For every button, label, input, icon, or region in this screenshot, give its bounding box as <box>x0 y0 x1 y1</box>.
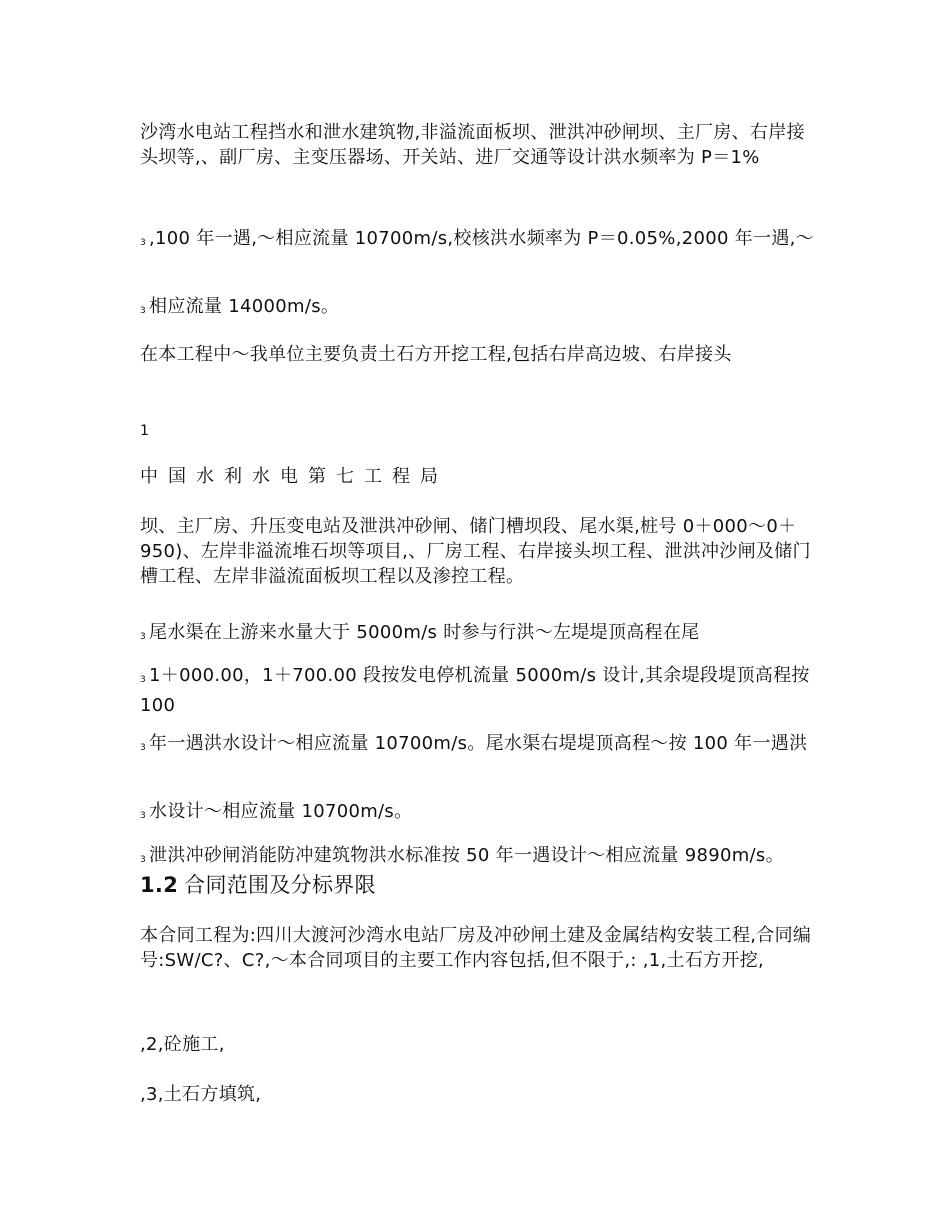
paragraph-text: 年一遇洪水设计～相应流量 10700m/s。尾水渠右堤堤顶高程～按 100 年一遇洪 <box>149 733 808 754</box>
superscript-marker: 3 <box>140 238 147 248</box>
list-item-earthfill: ,3,土石方填筑, <box>140 1084 262 1105</box>
paragraph-check-flow <box>140 294 815 324</box>
paragraph-text: 尾水渠在上游来水量大于 5000m/s 时参与行洪～左堤堤顶高程在尾 <box>149 622 700 643</box>
paragraph-project-items <box>140 514 815 589</box>
paragraph-text: 本合同工程为:四川大渡河沙湾水电站厂房及冲砂闸土建及金属结构安装工程,合同编号:SW/C?、C?,～本合同项目的主要工作内容包括,但不限于,: ,1,土石方开挖, <box>140 925 812 971</box>
superscript-marker: 3 <box>140 675 147 685</box>
paragraph-text: 水设计～相应流量 10700m/s。 <box>149 801 413 822</box>
paragraph-text: 1＋000.00，1＋700.00 段按发电停机流量 5000m/s 设计,其余堤段堤顶高程按 100 <box>140 665 816 716</box>
superscript-marker: 3 <box>140 306 147 316</box>
paragraph-energy-dissipation <box>140 843 815 899</box>
paragraph-contract-scope <box>140 923 815 973</box>
superscript-marker: 3 <box>140 743 147 753</box>
paragraph-text: ,100 年一遇,～相应流量 10700m/s,校核洪水频率为 P＝0.05%,2000 年一遇,～ <box>149 228 814 249</box>
organization-name: 中国水利水电第七工程局 <box>140 466 448 487</box>
paragraph-dyke-elevation <box>140 663 815 718</box>
paragraph-text: 相应流量 14000m/s。 <box>149 296 340 317</box>
paragraph-return-period <box>140 226 815 256</box>
section-title: 合同范围及分标界限 <box>184 873 376 897</box>
list-item-concrete: ,2,砼施工, <box>140 1034 225 1055</box>
paragraph-tailrace <box>140 620 815 650</box>
page-number: 1 <box>140 423 150 439</box>
superscript-marker: 3 <box>140 811 147 821</box>
paragraph-right-dyke <box>140 731 815 761</box>
paragraph-scope-intro <box>140 342 815 367</box>
paragraph-text: 在本工程中～我单位主要负责土石方开挖工程,包括右岸高边坡、右岸接头 <box>140 344 732 365</box>
paragraph-flood-design <box>140 799 815 829</box>
superscript-marker: 3 <box>140 855 147 865</box>
paragraph-text: 坝、主厂房、升压变电站及泄洪冲砂闸、储门槽坝段、尾水渠,桩号 0＋000～0＋950)、左岸非溢流堆石坝等项目,、厂房工程、右岸接头坝工程、泄洪冲沙闸及储门槽工程、左岸非溢流面板坝工程以及渗控工程。 <box>140 516 811 587</box>
paragraph-text: 泄洪冲砂闸消能防冲建筑物洪水标准按 50 年一遇设计～相应流量 9890m/s。 <box>149 845 784 866</box>
superscript-marker: 3 <box>140 632 147 642</box>
paragraph-flood-standard <box>140 120 815 170</box>
section-number: 1.2 <box>140 873 179 897</box>
paragraph-text: 沙湾水电站工程挡水和泄水建筑物,非溢流面板坝、泄洪冲砂闸坝、主厂房、右岸接头坝等,、副厂房、主变压器场、开关站、进厂交通等设计洪水频率为 P＝1% <box>140 122 805 168</box>
